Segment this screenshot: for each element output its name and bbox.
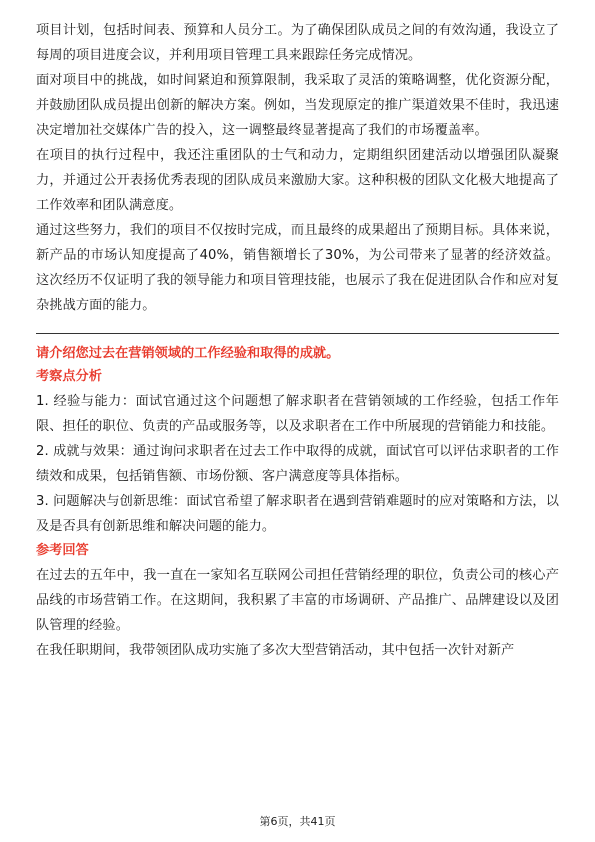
page-number: 第6页，共41页: [259, 815, 336, 828]
body-paragraph: 项目计划，包括时间表、预算和人员分工。为了确保团队成员之间的有效沟通，我设立了每周的项目进度会议，并利用项目管理工具来跟踪任务完成情况。: [36, 23, 559, 63]
analysis-heading: 考察点分析: [36, 369, 102, 384]
analysis-point: 3. 问题解决与创新思维：面试官希望了解求职者在遇到营销难题时的应对策略和方法，以及是否具有创新思维和解决问题的能力。: [36, 494, 559, 534]
section-divider: [36, 333, 559, 334]
page-content: [36, 18, 559, 663]
analysis-point: 2. 成就与效果：通过询问求职者在过去工作中取得的成就，面试官可以评估求职者的工作绩效和成果，包括销售额、市场份额、客户满意度等具体指标。: [36, 444, 559, 484]
answer-paragraph: 在我任职期间，我带领团队成功实施了多次大型营销活动，其中包括一次针对新产: [36, 643, 515, 658]
answer-paragraph: 在过去的五年中，我一直在一家知名互联网公司担任营销经理的职位，负责公司的核心产品线的市场营销工作。在这期间，我积累了丰富的市场调研、产品推广、品牌建设以及团队管理的经验。: [36, 568, 559, 633]
body-paragraph: 面对项目中的挑战，如时间紧迫和预算限制，我采取了灵活的策略调整，优化资源分配，并鼓励团队成员提出创新的解决方案。例如，当发现原定的推广渠道效果不佳时，我迅速决定增加社交媒体广告的投入，这一调整最终显著提高了我们的市场覆盖率。: [36, 73, 559, 138]
answer-heading: 参考回答: [36, 543, 89, 558]
interview-question: 请介绍您过去在营销领域的工作经验和取得的成就。: [36, 346, 340, 361]
analysis-point: 1. 经验与能力：面试官通过这个问题想了解求职者在营销领域的工作经验，包括工作年限、担任的职位、负责的产品或服务等，以及求职者在工作中所展现的营销能力和技能。: [36, 394, 559, 434]
body-paragraph: 通过这些努力，我们的项目不仅按时完成，而且最终的成果超出了预期目标。具体来说，新产品的市场认知度提高了40%，销售额增长了30%，为公司带来了显著的经济效益。这次经历不仅证明了我的领导能力和项目管理技能，也展示了我在促进团队合作和应对复杂挑战方面的能力。: [36, 223, 559, 313]
body-paragraph: 在项目的执行过程中，我还注重团队的士气和动力，定期组织团建活动以增强团队凝聚力，并通过公开表扬优秀表现的团队成员来激励大家。这种积极的团队文化极大地提高了工作效率和团队满意度。: [36, 148, 559, 213]
